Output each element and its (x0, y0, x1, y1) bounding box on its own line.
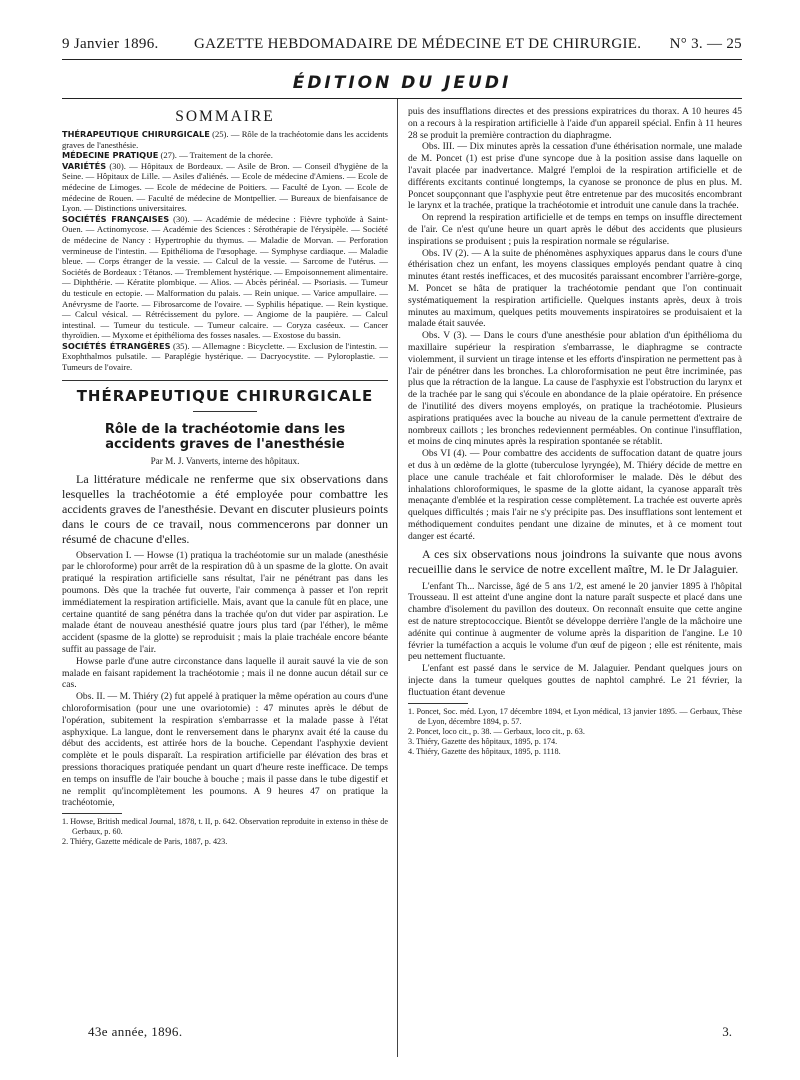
footnote: 3. Thiéry, Gazette des hôpitaux, 1895, p. 174. (408, 736, 558, 746)
volume-year: 43e année, 1896. (88, 1024, 183, 1039)
sommaire-entry-text: (25). — Rôle de la trachéotomie dans les accidents graves de l'anesthésie. (62, 129, 388, 150)
sommaire-entry-category: THÉRAPEUTIQUE CHIRURGICALE (62, 129, 210, 139)
issue-number: N° 3. — 25 (669, 36, 742, 52)
observation-paragraph: Obs. II. — M. Thiéry (2) fut appelé à pratiquer la même opération au cours d'une chloroformisation (pour une une ovariotomie) : 47 minutes après le début de l'opération, subitement la respiration s'embarrasse et la malade passe à l'état asphyxique. La langue, dont le renversement dans le pharynx avait été la cause du début des accidents, est attirée hors de la bouche. Cependant l'asphyxie devient complète et le pouls disparaît. La respiration artificielle par élévation des bras et pressions thoraciques pratiquée pendant un quart d'heure reste inefficace. De temps en temps on insuffle de l'air bouche à bouche ; mais il passe dans le tube digestif et ne remplit qu'incomplètement les poumons. A 9 heures 47 on pratique la trachéotomie, (62, 691, 388, 809)
left-column (62, 106, 388, 847)
section-title-rule (193, 411, 257, 412)
sommaire-entry (62, 214, 388, 341)
footnote: 1. Poncet, Soc. méd. Lyon, 17 décembre 1894, et Lyon médical, 13 janvier 1895. — Gerbaux, Thèse de Lyon, décembre 1894, p. 57. (408, 706, 742, 726)
footnote-rule (62, 813, 122, 814)
observation-paragraph: Obs. III. — Dix minutes après la cessation d'une éthérisation normale, une malade de M. Poncet (1) est prise d'une syncope due à la position assise dans laquelle on l'avait placée par inadvertance. Malgré l'emploi de la respiration artificielle et de différents excitants continué longtemps, la cyanose se prononce de plus en plus. M. Poncet soupçonnant que l'asphyxie peut être entretenue par des mucosités encombrant le larynx et la trachée, pratique la trachéotomie et introduit une canule dans la trachée. (408, 141, 742, 212)
footnote: 4. Thiéry, Gazette des hôpitaux, 1895, p. 1118. (408, 746, 561, 756)
sommaire-entry-category: SOCIÉTÉS FRANÇAISES (62, 213, 170, 224)
sommaire-entry-text: (30). — Hôpitaux de Bordeaux. — Asile de Bron. — Conseil d'hygiène de la Seine. — Hôpitaux de Lille. — Asiles d'aliénés. — Ecole de médecine d'Amiens. — Ecole de médecine de Limoges. — Ecole de médecine de Poitiers. — Faculté de Lyon. — Ecole de médecine de Rouen. — Faculté de médecine de Montpellier. — Bureaux de bienfaisance de Lyon. — Distinctions universitaires. (62, 160, 388, 214)
sommaire-entry (62, 129, 388, 150)
sommaire-entry-category: MÉDECINE PRATIQUE (62, 150, 159, 161)
section-separator (62, 380, 388, 381)
journal-title: GAZETTE HEBDOMADAIRE DE MÉDECINE ET DE CHIRURGIE. (194, 36, 642, 52)
sommaire-heading: SOMMAIRE (175, 108, 275, 125)
sommaire-entry-category: VARIÉTÉS (62, 160, 107, 171)
sommaire-entry (62, 150, 388, 161)
sommaire-entry-text: (35). — Allemagne : Bicyclette. — Exclusion de l'intestin. — Exophthalmos pulsatile. — Paraplégie hystérique. — Dacryocystite. — Pyloroplastie. — Tumeurs de l'ovaire. (62, 340, 389, 373)
observation-paragraph: Observation I. — Howse (1) pratiqua la trachéotomie sur un malade (anesthésie par le chloroforme) pour arrêt de la respiration dû à un spasme de la glotte. On avait pratiqué la respiration artificielle sans résultat, l'air ne pénétrant pas dans les poumons. Dès que la trachée fut ouverte, l'air commença à passer et l'on reprit immédiatement la respiration artificielle. Mais, avant que la canule fût en place, une certaine quantité de sang pénétra dans la trachée qu'on dut vider par aspiration. Le malade étant de nouveau anesthésié quatre jours plus tard (par l'éther), le même accident (spasme de la glotte) se reproduisit ; mais la plaie trachéale encore béante suffit au passage de l'air. (62, 549, 388, 656)
case-paragraph: L'enfant Th... Narcisse, âgé de 5 ans 1/2, est amené le 20 janvier 1895 à l'hôpital Trousseau. Il est atteint d'une angine dont la nature paraît suspecte et placé dans une chambre d'isolement du pavillon des douteux. On reconnaît ensuite que cette angine est de nature streptococcique. Bientôt se développe derrière l'angle de la mâchoire une adénite qui continue à augmenter de volume après la disparition de l'angine. Le 10 février la tuméfaction a acquis le volume d'un œuf de pigeon ; elle est rénitente, mais peu nettement fluctuante. (408, 580, 742, 663)
observation-paragraph: puis des insufflations directes et des pressions expiratrices du thorax. A 10 heures 45 on a recours à la respiration artificielle à l'aide d'un appareil spécial. Enfin à 11 heures 28 se produit la première contraction du diaphragme. (408, 106, 742, 141)
header-rule (62, 59, 742, 60)
transition-paragraph: A ces six observations nous joindrons la suivante que nous avons recueillie dans le service de notre excellent maître, M. le Dr Jalaguier. (408, 547, 742, 577)
sheet-number: 3. (722, 1024, 732, 1039)
footnote-rule (408, 703, 468, 704)
running-header (62, 32, 742, 56)
observation-paragraph: On reprend la respiration artificielle et de temps en temps on insuffle directement de l'air. Ce n'est qu'une heure un quart après le début des accidents que plusieurs inspirations se produisent ; puis la respiration normale se régularise. (408, 212, 742, 247)
sommaire-entry-category: SOCIÉTÉS ÉTRANGÈRES (62, 340, 171, 351)
sommaire-entry-text: (27). — Traitement de la chorée. (158, 150, 273, 161)
column-divider (397, 99, 398, 1057)
sommaire-list (62, 129, 388, 373)
sommaire-entry-text: (30). — Académie de médecine : Fièvre typhoïde à Saint-Ouen. — Actinomycose. — Académie des Sciences : Sérothérapie de l'érysipèle. — Société de médecine de Nancy : Hypertrophie du thymus. — Maladie de Morvan. — Perforation vermineuse de l'intestin. — Epithélioma de l'œsophage. — Symphyse cardiaque. — Maladie bleue. — Corps étranger de la vessie. — Calcul de la vessie. — Sarcome de l'utérus. — Sociétés de Bordeaux : Tétanos. — Tremblement hystérique. — Empoisonnement alimentaire. — Diphthérie. — Kératite plombique. — Alios. — Abcès périnéal. — Psoriasis. — Tumeur du testicule en ectopie. — Malformation du palais. — Rein unique. — Varice ampullaire. — Anévrysme de l'aorte. — Fibrosarcome de l'ovaire. — Syphilis hépatique. — Rein kystique. — Calcul vésical. — Rétrécissement du pylore. — Angiome de la paupière. — Calcul intestinal. — Tumeur du testicule. — Tumeur calcaire. — Coryza caséeux. — Cancer thyroïdien. — Myxome et épithélioma des fosses nasales. — Exostose du bassin. (62, 213, 389, 341)
article-lead: La littérature médicale ne renferme que six observations dans lesquelles la trachéotomie a été employée pour combattre les accidents graves de l'anesthésie. Devant en discuter plusieurs points dans le cours de ce travail, nous commencerons par donner un résumé de chacune d'elles. (62, 471, 388, 546)
sommaire-entry (62, 341, 388, 373)
edition-rule (62, 98, 742, 99)
article-title: Rôle de la trachéotomie dans les accidents graves de l'anesthésie (104, 421, 346, 453)
right-column (408, 106, 742, 757)
footnote: 2. Thiéry, Gazette médicale de Paris, 1887, p. 423. (62, 837, 228, 847)
case-paragraph: L'enfant est passé dans le service de M. Jalaguier. Pendant quelques jours on injecte dans la tumeur quelques gouttes de naphtol camphré. Le 21 février, la fluctuation étant devenue (408, 663, 742, 698)
observation-paragraph: Howse parle d'une autre circonstance dans laquelle il aurait sauvé la vie de son malade en faisant rapidement la trachéotomie ; mais il ne donne aucun détail sur ce cas. (62, 655, 388, 691)
footnote: 1. Howse, British medical Journal, 1878, t. II, p. 642. Observation reproduite in extenso in thèse de Gerbaux, p. 60. (62, 817, 388, 837)
section-title: THÉRAPEUTIQUE CHIRURGICALE (76, 386, 374, 405)
observation-paragraph: Obs. V (3). — Dans le cours d'une anesthésie pour ablation d'un épithélioma du maxillaire supérieur la respiration s'embarrasse, le diaphragme se contracte violemment, il survient un tirage intense et les efforts d'inspiration ne permettent pas à l'air de pénétrer dans les bronches. La chloroformisation ne peut être incriminée, pas plus que la rétraction de la langue. La cause de l'asphyxie est l'obstruction du larynx et de la trachée par le sang qui s'écoule en abondance de la plaie opératoire. En présence de l'inutilité des divers moyens employés, on pratique la trachéotomie. Plusieurs aspirations pratiquées avec la bouche au niveau de la canule permettent d'extraire de nombreux caillots ; les bronches redeviennent perméables. On continue l'insufflation, et moins de cinq minutes après la respiration spontanée se rétablit. (408, 330, 742, 448)
edition-banner: ÉDITION DU JEUDI (292, 73, 512, 93)
article-byline: Par M. J. Vanverts, interne des hôpitaux. (150, 455, 300, 466)
observation-paragraph: Obs VI (4). — Pour combattre des accidents de suffocation datant de quatre jours et dus à un œdème de la glotte (tuberculose lyryngée), M. Thiéry décide de mettre en place une canule trachéale et fait chloroformiser le malade. Dès le début des inhalations chloroformiques, le spasme de la glotte aidant, la cyanose apparaît très menaçante d'emblée et la respiration cesse complètement. La trachée est ouverte après quelques difficultés ; mais l'air ne s'y précipite pas. Des insufflations sont lentement et méthodiquement conduites pendant une dizaine de minutes, et à ce moment tout danger est écarté. (408, 448, 742, 542)
sommaire-entry (62, 161, 388, 214)
footnote: 2. Poncet, loco cit., p. 38. — Gerbaux, loco cit., p. 63. (408, 726, 585, 736)
observation-paragraph: Obs. IV (2). — A la suite de phénomènes asphyxiques apparus dans le cours d'une éthérisation chez un enfant, les moyens classiques employés pendant quatre à cinq minutes étant restés inefficaces, et des mucosités paraissant encombrer l'arrière-gorge, M. Poncet se hâta de pratiquer la trachéotomie pendant que l'on continuait systématiquement la respiration artificielle. Quelques instants après, deux à trois minutes au maximum, quelques petits mouvements inspiratoires se produisaient et la malade était sauvée. (408, 247, 742, 330)
issue-date: 9 Janvier 1896. (62, 36, 159, 52)
